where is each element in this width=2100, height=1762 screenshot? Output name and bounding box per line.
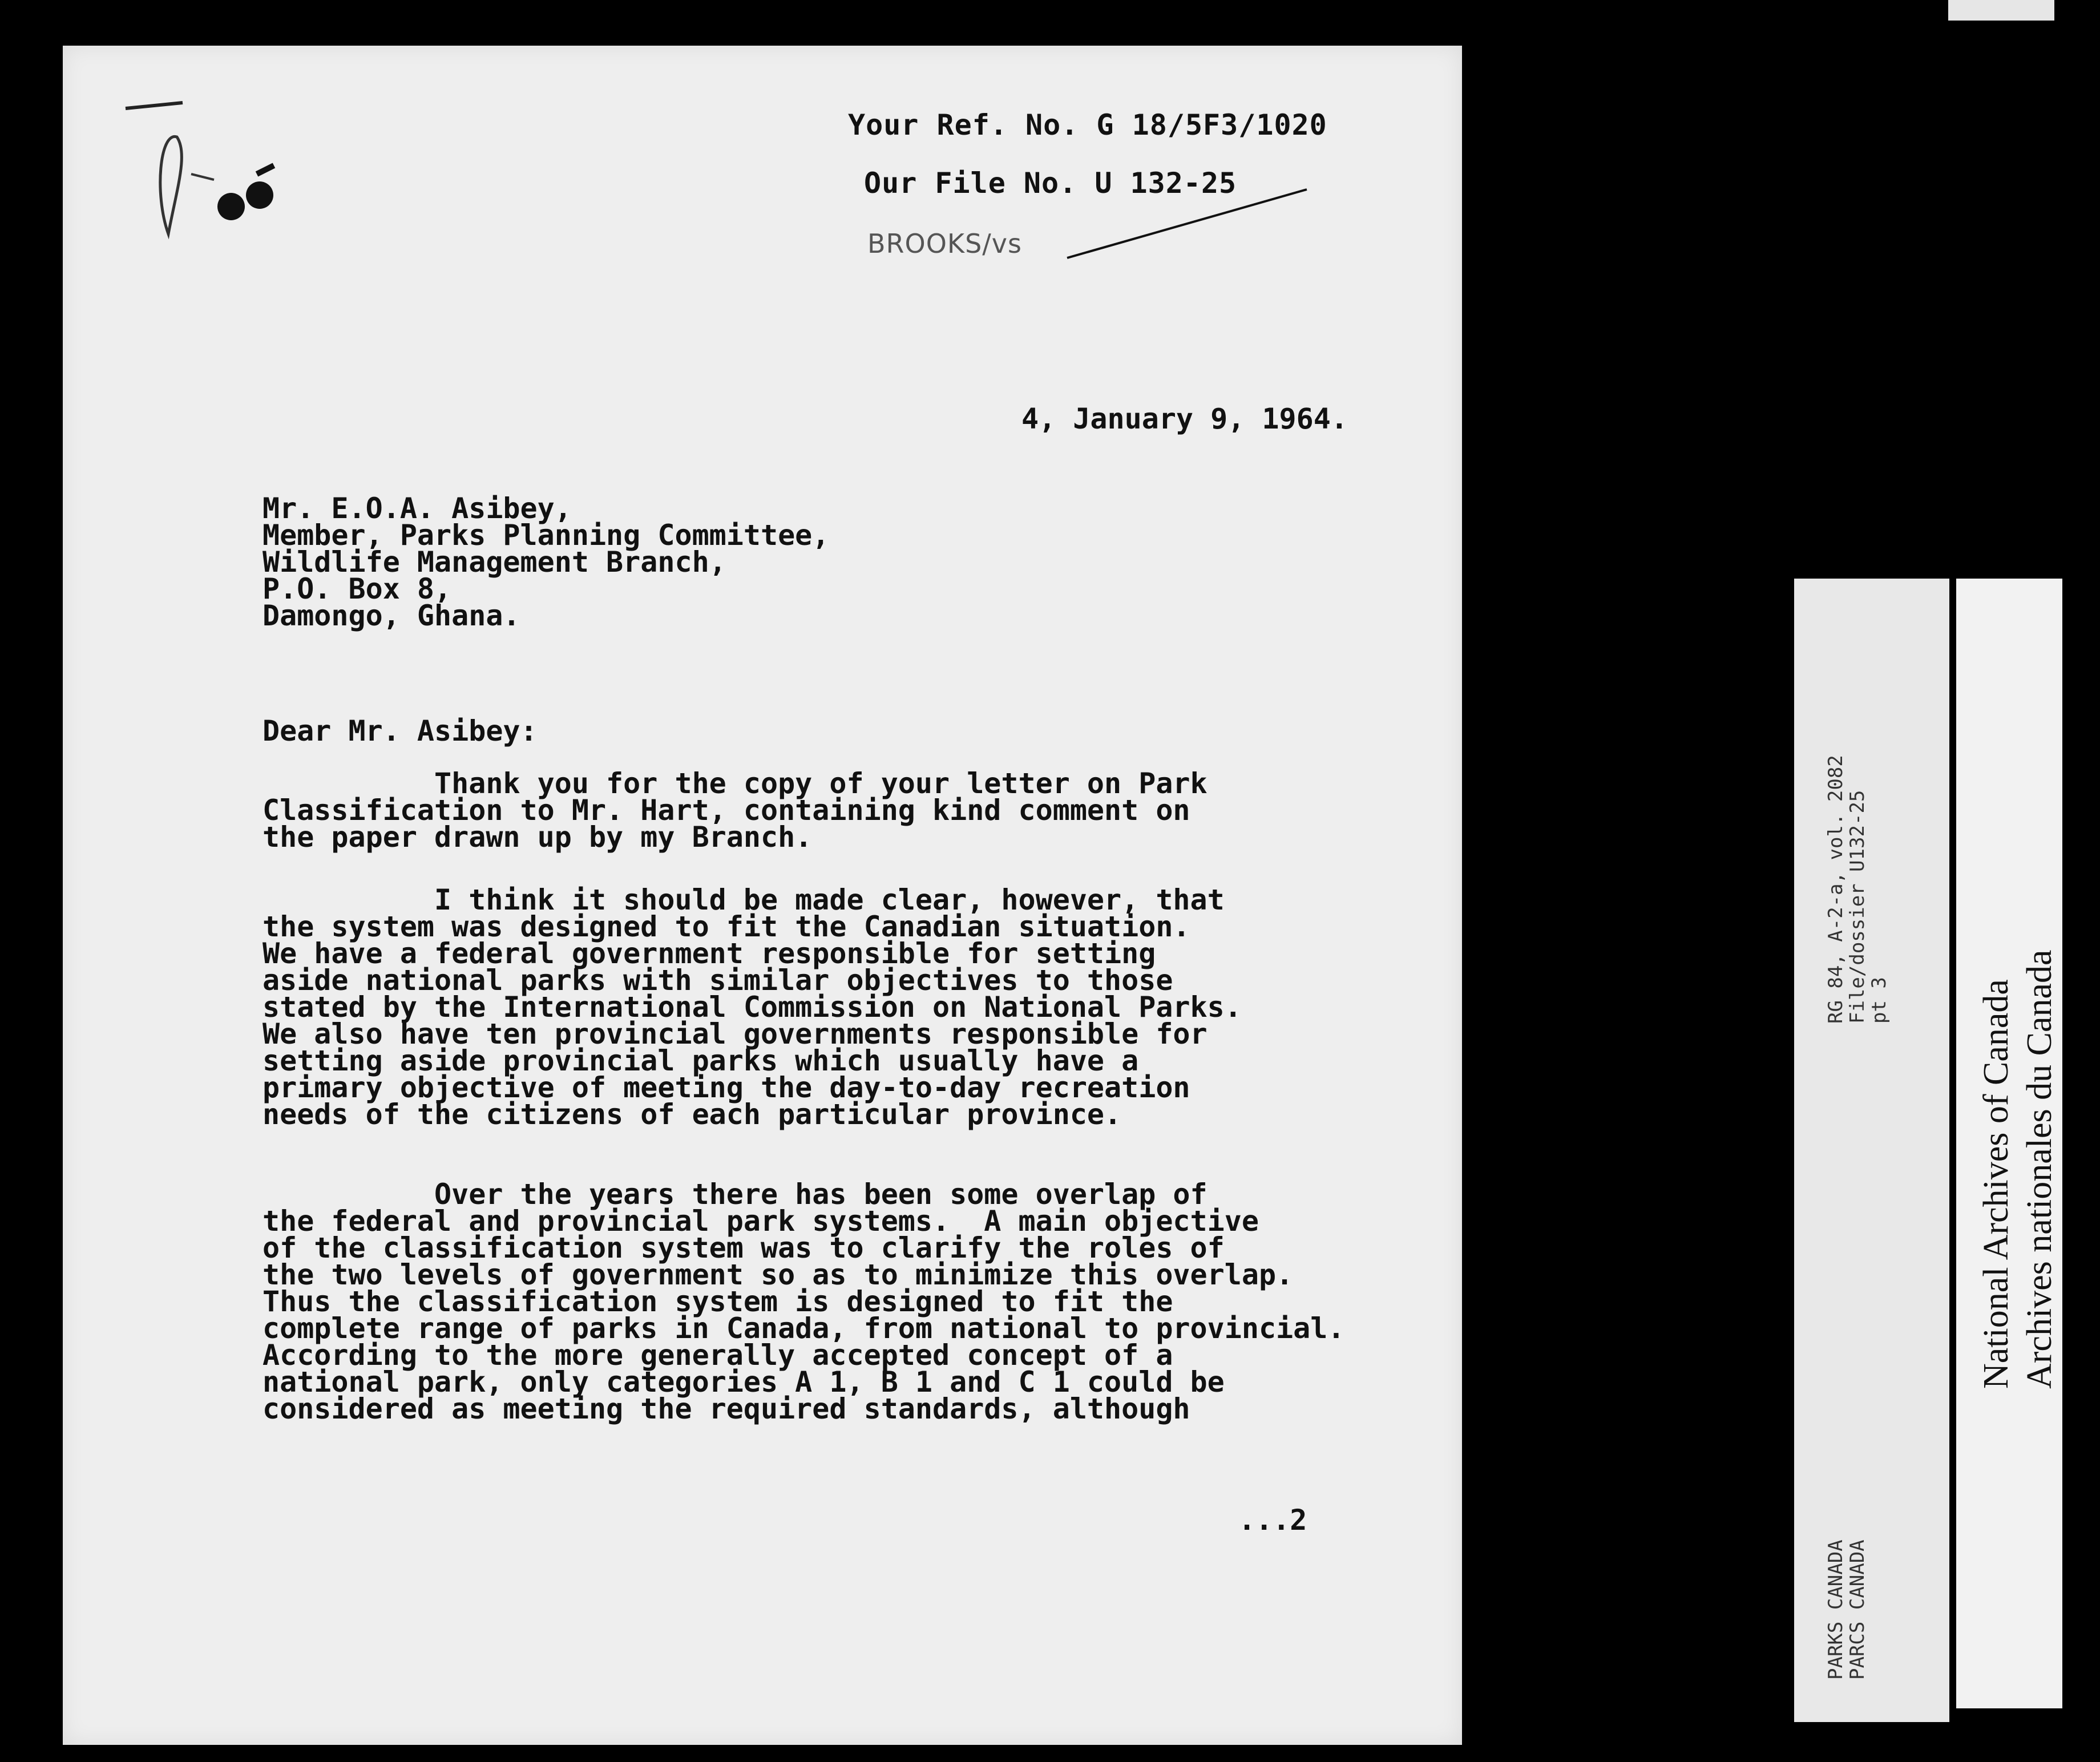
paragraph-line: We also have ten provincial governments responsible for: [262, 1017, 1208, 1050]
paragraph-line: primary objective of meeting the day-to-day recreation: [262, 1071, 1190, 1104]
pen-underline-stroke: [63, 46, 1462, 331]
corner-tab: [1948, 0, 2054, 21]
paragraph-line: aside national parks with similar objectives to those: [262, 964, 1173, 997]
paragraph-line: I think it should be made clear, however, that: [262, 883, 1225, 916]
paragraph-line: the federal and provincial park systems. A main objective: [262, 1205, 1259, 1238]
body-paragraph-3: [262, 1178, 1345, 1425]
paragraph-line: According to the more generally accepted concept of a: [262, 1339, 1173, 1372]
parks-canada-archive-label: [1794, 579, 1949, 1722]
paragraph-line: Classification to Mr. Hart, containing kind comment on: [262, 794, 1190, 827]
paragraph-line: the two levels of government so as to minimize this overlap.: [262, 1258, 1294, 1291]
address-line: Wildlife Management Branch,: [262, 545, 726, 579]
paragraph-line: national park, only categories A 1, B 1 and C 1 could be: [262, 1365, 1225, 1399]
paragraph-line: the paper drawn up by my Branch.: [262, 821, 813, 854]
letter-page: [63, 46, 1462, 1745]
continued-page-marker: ...2: [1238, 1504, 1307, 1537]
paragraph-line: considered as meeting the required standards, although: [262, 1392, 1190, 1425]
body-paragraph-2: [262, 883, 1242, 1131]
address-line: Member, Parks Planning Committee,: [262, 519, 830, 552]
paragraph-line: complete range of parks in Canada, from national to provincial.: [262, 1312, 1345, 1345]
address-line: Damongo, Ghana.: [262, 599, 520, 632]
paragraph-line: needs of the citizens of each particular province.: [262, 1098, 1122, 1131]
paragraph-line: Thank you for the copy of your letter on Park: [262, 767, 1208, 800]
paragraph-line: stated by the International Commission on National Parks.: [262, 991, 1242, 1024]
paragraph-line: of the classification system was to clarify the roles of: [262, 1231, 1225, 1264]
your-reference-number: Your Ref. No. G 18/5F3/1020: [848, 108, 1327, 142]
salutation: Dear Mr. Asibey:: [262, 714, 538, 747]
address-line: Mr. E.O.A. Asibey,: [262, 492, 572, 525]
paragraph-line: We have a federal government responsible for setting: [262, 937, 1156, 970]
letter-date: 4, January 9, 1964.: [1021, 402, 1348, 435]
archive-reference-text: RG 84, A-2-a, vol. 2082 File/dossier U132-25 pt 3: [1824, 755, 1891, 1024]
body-paragraph-1: [262, 767, 1208, 854]
recipient-address: [262, 492, 830, 632]
paragraph-line: setting aside provincial parks which usually have a: [262, 1044, 1139, 1077]
address-line: P.O. Box 8,: [262, 572, 452, 605]
our-file-number: Our File No. U 132-25: [864, 167, 1237, 200]
national-archives-label: [1956, 579, 2062, 1708]
national-archives-text: National Archives of Canada Archives nationales du Canada: [1977, 949, 2059, 1389]
paragraph-line: Thus the classification system is designed to fit the: [262, 1285, 1173, 1318]
typist-reference: BROOKS/vs: [867, 228, 1022, 259]
parks-agency-text: PARKS CANADA PARCS CANADA: [1824, 1539, 1869, 1680]
paragraph-line: the system was designed to fit the Canadian situation.: [262, 910, 1190, 943]
paragraph-line: Over the years there has been some overlap of: [262, 1178, 1208, 1211]
